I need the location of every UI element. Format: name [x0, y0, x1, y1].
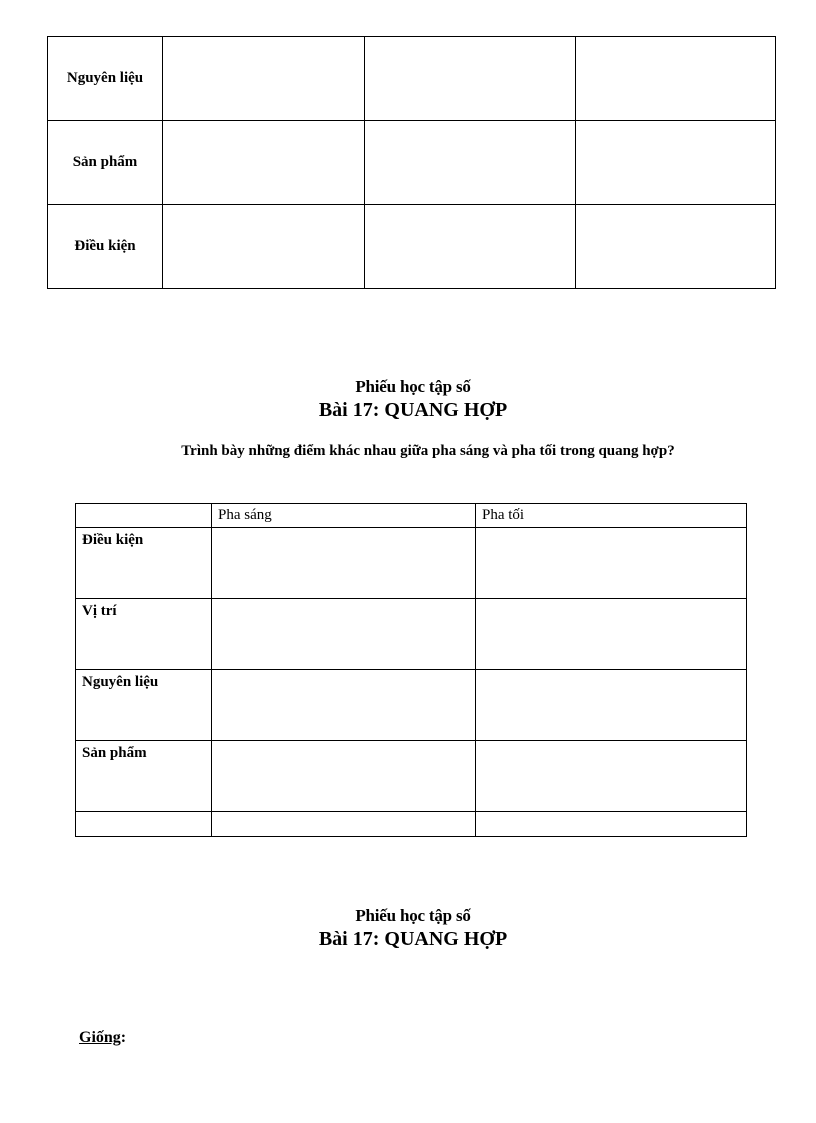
row-label: Điều kiện [48, 205, 163, 289]
table-row [48, 37, 776, 121]
table-cell[interactable] [476, 599, 747, 670]
table-cell[interactable] [576, 37, 776, 121]
table-cell[interactable] [476, 812, 747, 837]
table-row [76, 741, 747, 812]
table-row [48, 121, 776, 205]
lesson-title: Bài 17: QUANG HỢP [318, 399, 508, 421]
similarities-heading: Giống [79, 1029, 121, 1046]
table-cell[interactable] [576, 205, 776, 289]
column-header: Pha sáng [212, 504, 476, 528]
comparison-table-top [47, 36, 776, 289]
table-header-row [76, 504, 747, 528]
table-cell[interactable] [576, 121, 776, 205]
table-cell[interactable] [163, 37, 365, 121]
table-cell[interactable] [212, 528, 476, 599]
table-cell[interactable] [476, 528, 747, 599]
row-label: Sản phẩm [76, 741, 212, 812]
sheet-label: Phiếu học tập số [355, 906, 471, 925]
table-cell[interactable] [365, 37, 576, 121]
row-label: Sản phẩm [48, 121, 163, 205]
table-cell[interactable] [476, 741, 747, 812]
row-label: Nguyên liệu [48, 37, 163, 121]
table-cell[interactable] [365, 121, 576, 205]
table-row [48, 205, 776, 289]
section-title-block [0, 906, 816, 951]
table-cell[interactable] [365, 205, 576, 289]
column-header [76, 504, 212, 528]
sheet-label: Phiếu học tập số [355, 377, 471, 396]
row-label: Điều kiện [76, 528, 212, 599]
table-cell[interactable] [476, 670, 747, 741]
similarities-colon: : [120, 1029, 127, 1046]
table-cell[interactable] [212, 599, 476, 670]
table-cell[interactable] [163, 121, 365, 205]
phase-comparison-table [75, 503, 747, 837]
question-text: Trình bày những điểm khác nhau giữa pha sáng và pha tối trong quang hợp? [181, 443, 675, 459]
row-label [76, 812, 212, 837]
table-row [76, 599, 747, 670]
table-row [76, 670, 747, 741]
column-header: Pha tối [476, 504, 747, 528]
table-cell[interactable] [212, 670, 476, 741]
section-title-block [0, 377, 816, 422]
table-row [76, 812, 747, 837]
table-cell[interactable] [212, 812, 476, 837]
table-cell[interactable] [163, 205, 365, 289]
similarities-label [79, 1029, 126, 1047]
table-row [76, 528, 747, 599]
row-label: Nguyên liệu [76, 670, 212, 741]
table-cell[interactable] [212, 741, 476, 812]
lesson-title: Bài 17: QUANG HỢP [318, 928, 508, 950]
row-label: Vị trí [76, 599, 212, 670]
